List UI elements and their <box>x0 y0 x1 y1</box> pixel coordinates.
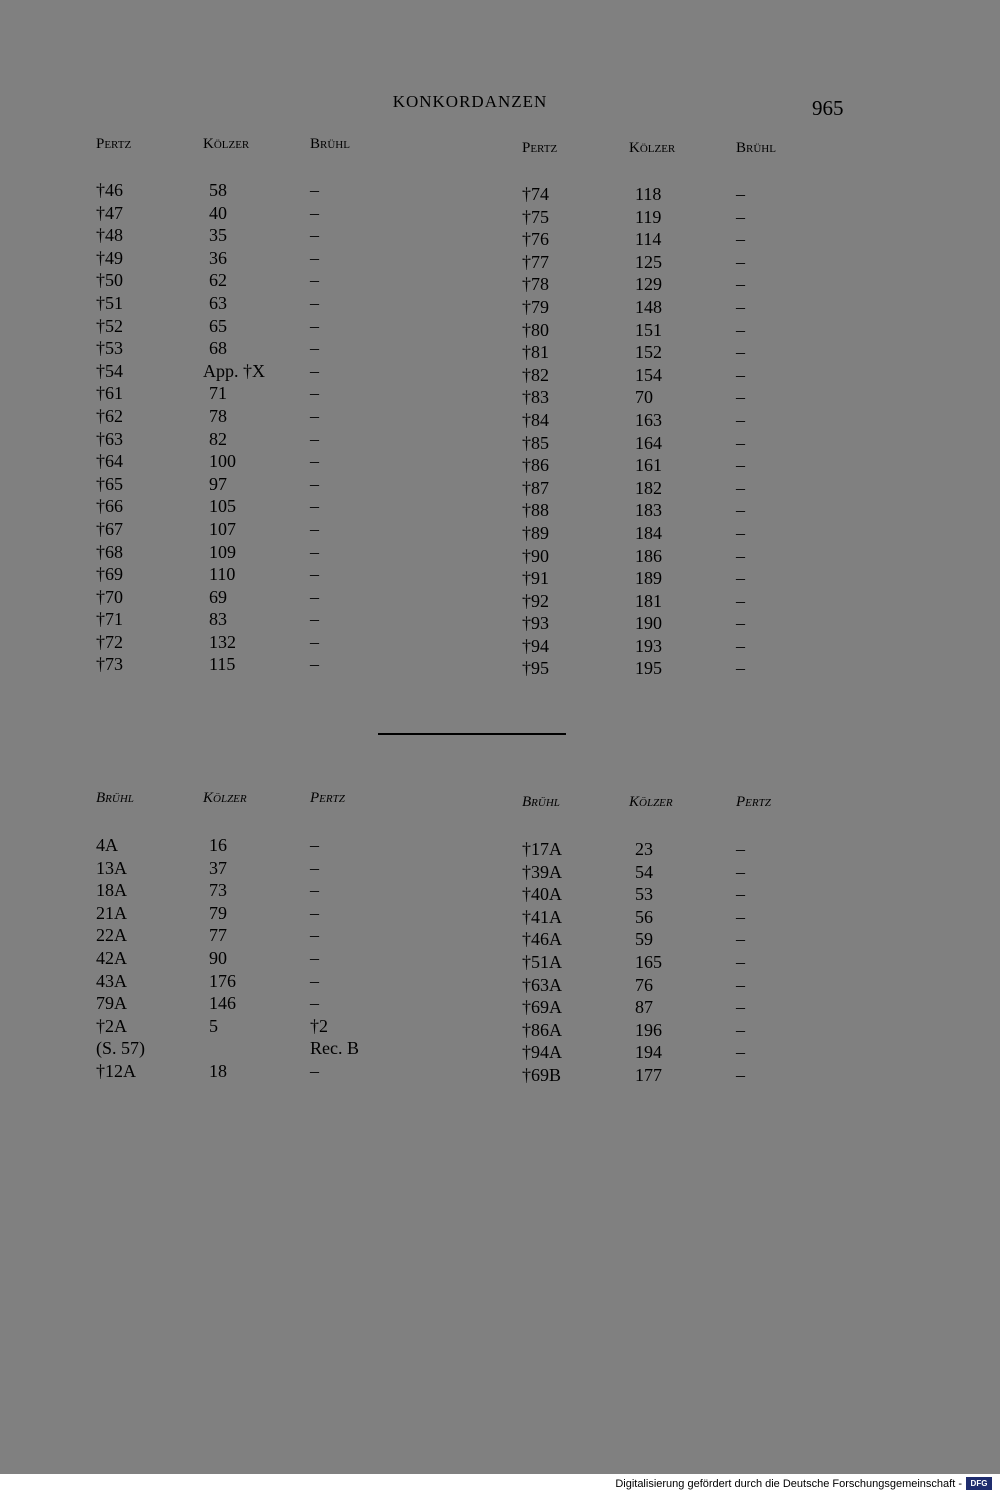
table-header <box>96 790 426 810</box>
table-header <box>522 140 852 160</box>
table-cell: – <box>736 568 745 589</box>
table-cell: 65 <box>209 315 227 336</box>
table-cell: †74 <box>522 184 549 204</box>
table-cell: †39A <box>522 861 562 882</box>
table-cell: – <box>736 1019 745 1040</box>
table-cell: †83 <box>522 387 549 408</box>
table-row <box>522 364 852 387</box>
table-cell: – <box>736 522 745 543</box>
table-cell: 176 <box>209 970 236 991</box>
table-cell: 164 <box>635 432 662 453</box>
table-row <box>522 432 852 455</box>
table-cell: 53 <box>635 884 653 905</box>
table-cell: 63 <box>209 292 227 313</box>
table-row <box>96 834 426 857</box>
running-head: KONKORDANZEN <box>392 92 548 111</box>
table-row <box>96 631 426 654</box>
table-cell: 79 <box>209 902 227 923</box>
table-cell: 13A <box>96 857 127 878</box>
table-cell: – <box>310 654 319 675</box>
table-cell: †87 <box>522 477 549 498</box>
table-row <box>96 1037 426 1060</box>
table-cell: †66 <box>96 496 123 517</box>
table-cell: 118 <box>635 184 662 204</box>
table-cell: †93 <box>522 613 549 634</box>
table-cell: 18A <box>96 880 127 901</box>
table-cell: – <box>736 1042 745 1063</box>
table-cell: †71 <box>96 609 123 630</box>
table-cell: †50 <box>96 270 123 291</box>
table-cell: †77 <box>522 251 549 272</box>
table-row <box>522 657 852 680</box>
table-cell: †68 <box>96 541 123 562</box>
table-cell: – <box>736 477 745 498</box>
table-cell: – <box>736 455 745 476</box>
table-cell: †46A <box>522 929 562 950</box>
table-cell: 110 <box>209 564 236 585</box>
table-row <box>522 273 852 296</box>
table-cell: 165 <box>635 951 662 972</box>
table-cell: 109 <box>209 541 236 562</box>
table-cell: 23 <box>635 839 653 859</box>
table-cell: †2A <box>96 1015 127 1036</box>
table-cell: 193 <box>635 635 662 656</box>
table-cell: – <box>310 383 319 404</box>
column-header-koelzer: Kölzer <box>203 136 250 152</box>
table-cell: †85 <box>522 432 549 453</box>
column-header-bruehl: Brühl <box>736 140 776 156</box>
table-row <box>96 224 426 247</box>
table-row <box>522 928 852 951</box>
table-row <box>522 612 852 635</box>
table-cell: †69A <box>522 997 562 1018</box>
table-row <box>522 1041 852 1064</box>
table-cell: 21A <box>96 902 127 923</box>
table-row <box>522 1064 852 1087</box>
footer-credit: Digitalisierung gefördert durch die Deutsche Forschungsgemeinschaft - <box>615 1478 962 1490</box>
table-cell: – <box>736 296 745 317</box>
table-cell: 129 <box>635 274 662 295</box>
table-cell: 40 <box>209 202 227 223</box>
table-row <box>522 974 852 997</box>
table-cell: †67 <box>96 518 123 539</box>
table-row <box>96 541 426 564</box>
column-header-koelzer: Kölzer <box>203 790 247 806</box>
table-cell: – <box>310 541 319 562</box>
table-cell: – <box>736 206 745 227</box>
table-cell: 100 <box>209 451 236 472</box>
table-cell: †84 <box>522 409 549 430</box>
table-cell: 107 <box>209 518 236 539</box>
table-cell: – <box>310 247 319 268</box>
column-header-pertz: Pertz <box>522 140 558 156</box>
table-cell: †76 <box>522 229 549 250</box>
table-cell: 87 <box>635 997 653 1018</box>
table-cell: 152 <box>635 342 662 363</box>
table-cell: †64 <box>96 451 123 472</box>
table-cell: – <box>310 405 319 426</box>
column-header-pertz: Pertz <box>96 136 132 152</box>
table-row <box>522 590 852 613</box>
column-header-koelzer: Kölzer <box>629 794 673 810</box>
table-cell: 189 <box>635 568 662 589</box>
table-header <box>522 794 852 814</box>
table-cell: †62 <box>96 405 123 426</box>
table-cell: 115 <box>209 654 236 675</box>
table-row <box>522 409 852 432</box>
table-cell: 79A <box>96 993 127 1014</box>
table-cell: 161 <box>635 455 662 476</box>
table-cell: – <box>310 947 319 968</box>
table-cell: – <box>736 229 745 250</box>
table-cell: 43A <box>96 970 127 991</box>
table-cell: †81 <box>522 342 549 363</box>
table-cell: 70 <box>635 387 653 408</box>
table-row <box>522 567 852 590</box>
table-cell: 71 <box>209 383 227 404</box>
table-cell: †90 <box>522 545 549 566</box>
concordance-table-bruehl-2 <box>522 794 852 1085</box>
table-cell: †47 <box>96 202 123 223</box>
table-cell: – <box>736 590 745 611</box>
table-cell: – <box>310 970 319 991</box>
table-cell: †51A <box>522 951 562 972</box>
table-cell: – <box>310 202 319 223</box>
table-cell: 151 <box>635 319 662 340</box>
table-cell: – <box>310 473 319 494</box>
table-cell: – <box>310 428 319 449</box>
table-cell: 58 <box>209 180 227 200</box>
table-cell: †41A <box>522 906 562 927</box>
table-row <box>96 269 426 292</box>
table-cell: – <box>310 857 319 878</box>
table-cell: 22A <box>96 925 127 946</box>
table-cell: 154 <box>635 364 662 385</box>
table-cell: – <box>310 880 319 901</box>
table-cell: †17A <box>522 839 562 859</box>
table-cell: 68 <box>209 338 227 359</box>
table-cell: 16 <box>209 835 227 855</box>
table-cell: – <box>310 360 319 381</box>
table-row <box>96 924 426 947</box>
table-cell: †88 <box>522 500 549 521</box>
table-row <box>96 495 426 518</box>
table-row <box>96 608 426 631</box>
table-cell: – <box>310 564 319 585</box>
table-cell: †86 <box>522 455 549 476</box>
table-cell: †69 <box>96 564 123 585</box>
table-cell: †73 <box>96 654 123 675</box>
table-cell: – <box>736 500 745 521</box>
table-row <box>522 251 852 274</box>
table-cell: †69B <box>522 1064 562 1085</box>
table-cell: 132 <box>209 631 236 652</box>
column-header-pertz: Pertz <box>310 790 345 806</box>
table-cell: †95 <box>522 658 549 679</box>
table-cell: – <box>310 609 319 630</box>
table-row <box>96 315 426 338</box>
table-row <box>522 183 852 206</box>
table-row <box>522 319 852 342</box>
table-row <box>522 883 852 906</box>
table-cell: 184 <box>635 522 662 543</box>
table-row <box>96 405 426 428</box>
table-cell: †86A <box>522 1019 562 1040</box>
table-cell: 69 <box>209 586 227 607</box>
table-cell: †48 <box>96 225 123 246</box>
table-cell: 181 <box>635 590 662 611</box>
table-row <box>522 906 852 929</box>
dfg-logo: DFG <box>966 1477 992 1490</box>
table-row <box>522 951 852 974</box>
table-cell: – <box>310 835 319 855</box>
table-cell: 59 <box>635 929 653 950</box>
table-row <box>96 360 426 383</box>
table-cell: – <box>310 1060 319 1081</box>
table-row <box>96 450 426 473</box>
table-cell: †2 <box>310 1015 328 1036</box>
table-row <box>522 861 852 884</box>
table-cell: 73 <box>209 880 227 901</box>
table-row <box>522 838 852 861</box>
table-cell: – <box>736 319 745 340</box>
table-row <box>522 1019 852 1042</box>
table-row <box>96 518 426 541</box>
table-cell: 5 <box>209 1015 218 1036</box>
table-row <box>522 386 852 409</box>
table-row <box>96 202 426 225</box>
table-row <box>96 563 426 586</box>
table-cell: – <box>736 342 745 363</box>
table-cell: †70 <box>96 586 123 607</box>
table-cell: – <box>736 997 745 1018</box>
column-header-pertz: Pertz <box>736 794 771 810</box>
table-cell: †12A <box>96 1060 136 1081</box>
table-cell: 78 <box>209 405 227 426</box>
table-cell: 4A <box>96 835 118 855</box>
table-cell: 37 <box>209 857 227 878</box>
table-cell: – <box>310 270 319 291</box>
table-cell: – <box>736 387 745 408</box>
table-row <box>522 341 852 364</box>
table-cell: 148 <box>635 296 662 317</box>
table-row <box>522 296 852 319</box>
table-cell: 125 <box>635 251 662 272</box>
table-cell: – <box>310 315 319 336</box>
table-row <box>96 292 426 315</box>
table-row <box>522 477 852 500</box>
table-cell: – <box>736 274 745 295</box>
table-cell: 54 <box>635 861 653 882</box>
table-cell: 146 <box>209 993 236 1014</box>
table-cell: †52 <box>96 315 123 336</box>
table-cell: (S. 57) <box>96 1038 145 1059</box>
table-cell: †92 <box>522 590 549 611</box>
table-cell: – <box>736 432 745 453</box>
table-cell: App. †X <box>203 360 265 381</box>
table-cell: 195 <box>635 658 662 679</box>
page-number: 965 <box>812 96 844 120</box>
table-cell: – <box>736 658 745 679</box>
table-cell: 83 <box>209 609 227 630</box>
table-row <box>96 473 426 496</box>
table-cell: – <box>310 586 319 607</box>
concordance-table-bruehl-1 <box>96 790 426 1081</box>
column-header-koelzer: Kölzer <box>629 140 676 156</box>
table-cell: – <box>736 884 745 905</box>
table-row <box>96 902 426 925</box>
table-row <box>96 337 426 360</box>
table-cell: †80 <box>522 319 549 340</box>
table-cell: 190 <box>635 613 662 634</box>
table-cell: – <box>736 251 745 272</box>
table-cell: – <box>310 338 319 359</box>
table-cell: 35 <box>209 225 227 246</box>
table-cell: †40A <box>522 884 562 905</box>
table-cell: 105 <box>209 496 236 517</box>
table-cell: 182 <box>635 477 662 498</box>
table-cell: 163 <box>635 409 662 430</box>
table-row <box>522 635 852 658</box>
table-cell: †94 <box>522 635 549 656</box>
table-cell: – <box>736 184 745 204</box>
table-cell: 97 <box>209 473 227 494</box>
table-cell: – <box>310 902 319 923</box>
table-row <box>96 653 426 676</box>
table-row <box>96 970 426 993</box>
table-row <box>96 857 426 880</box>
table-cell: Rec. B <box>310 1038 359 1059</box>
table-row <box>522 996 852 1019</box>
table-cell: †91 <box>522 568 549 589</box>
table-row <box>522 522 852 545</box>
table-cell: †94A <box>522 1042 562 1063</box>
table-cell: – <box>736 364 745 385</box>
table-cell: †51 <box>96 292 123 313</box>
table-cell: – <box>736 861 745 882</box>
table-cell: – <box>736 951 745 972</box>
table-cell: – <box>736 906 745 927</box>
table-cell: 183 <box>635 500 662 521</box>
table-cell: 82 <box>209 428 227 449</box>
table-cell: 90 <box>209 947 227 968</box>
table-row <box>96 586 426 609</box>
concordance-table-pertz-2 <box>522 140 852 679</box>
table-cell: 62 <box>209 270 227 291</box>
table-cell: †78 <box>522 274 549 295</box>
table-row <box>96 247 426 270</box>
table-cell: 114 <box>635 229 662 250</box>
table-cell: †75 <box>522 206 549 227</box>
table-cell: – <box>736 409 745 430</box>
table-cell: 76 <box>635 974 653 995</box>
table-cell: †89 <box>522 522 549 543</box>
table-cell: 18 <box>209 1060 227 1081</box>
table-row <box>96 879 426 902</box>
table-row <box>96 428 426 451</box>
table-row <box>522 545 852 568</box>
table-row <box>96 992 426 1015</box>
table-cell: †61 <box>96 383 123 404</box>
table-cell: – <box>736 545 745 566</box>
table-cell: – <box>310 292 319 313</box>
table-cell: – <box>736 839 745 859</box>
table-cell: †63A <box>522 974 562 995</box>
table-cell: 177 <box>635 1064 662 1085</box>
table-cell: 42A <box>96 947 127 968</box>
table-cell: – <box>736 1064 745 1085</box>
table-cell: 194 <box>635 1042 662 1063</box>
column-header-bruehl: Brühl <box>96 790 134 806</box>
table-cell: †49 <box>96 247 123 268</box>
table-cell: – <box>310 631 319 652</box>
table-cell: 196 <box>635 1019 662 1040</box>
table-row <box>522 454 852 477</box>
concordance-table-pertz-1 <box>96 136 426 675</box>
table-cell: †53 <box>96 338 123 359</box>
table-row <box>96 1015 426 1038</box>
table-cell: – <box>310 993 319 1014</box>
table-cell: – <box>310 518 319 539</box>
section-separator <box>378 733 566 735</box>
table-cell: †63 <box>96 428 123 449</box>
table-cell: – <box>736 974 745 995</box>
column-header-bruehl: Brühl <box>310 136 350 152</box>
table-row <box>522 499 852 522</box>
table-row <box>96 947 426 970</box>
table-row <box>96 382 426 405</box>
table-row <box>96 179 426 202</box>
table-cell: †72 <box>96 631 123 652</box>
table-cell: – <box>736 635 745 656</box>
digitization-footer <box>0 1474 1000 1494</box>
table-cell: – <box>736 613 745 634</box>
column-header-bruehl: Brühl <box>522 794 560 810</box>
table-cell: 77 <box>209 925 227 946</box>
table-row <box>522 206 852 229</box>
table-cell: 186 <box>635 545 662 566</box>
table-row <box>96 1060 426 1083</box>
table-cell: †82 <box>522 364 549 385</box>
table-cell: †65 <box>96 473 123 494</box>
table-row <box>522 228 852 251</box>
table-cell: – <box>310 925 319 946</box>
table-cell: 56 <box>635 906 653 927</box>
table-cell: 36 <box>209 247 227 268</box>
table-cell: – <box>310 180 319 200</box>
table-cell: – <box>310 451 319 472</box>
table-cell: – <box>310 496 319 517</box>
table-cell: 119 <box>635 206 662 227</box>
table-header <box>96 136 426 156</box>
table-cell: †46 <box>96 180 123 200</box>
table-cell: – <box>310 225 319 246</box>
table-cell: †79 <box>522 296 549 317</box>
table-cell: – <box>736 929 745 950</box>
table-cell: †54 <box>96 360 123 381</box>
